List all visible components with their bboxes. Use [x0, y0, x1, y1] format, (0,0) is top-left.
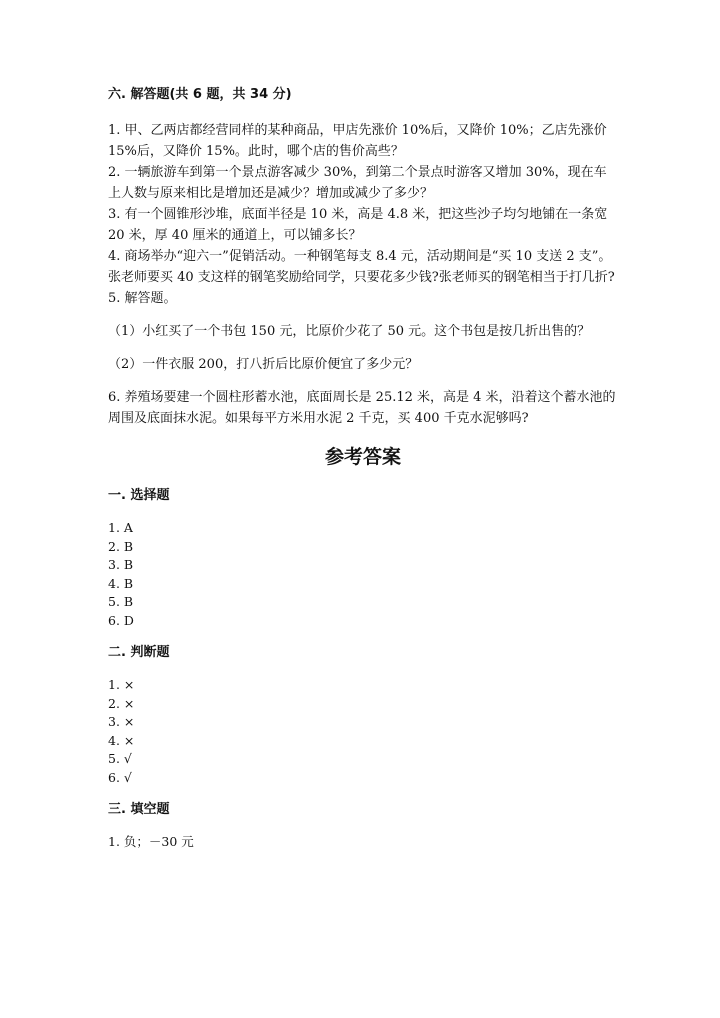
answer-item: 6. √ [108, 769, 132, 785]
question-5: 5. 解答题。 [108, 291, 177, 306]
question-3: 3. 有一个圆锥形沙堆，底面半径是 10 米，高是 4.8 米，把这些沙子均匀地铺在一条宽 20 米，厚 40 厘米的通道上，可以铺多长？ [108, 207, 608, 243]
fill-answer-list [108, 833, 618, 852]
document-page [108, 84, 618, 852]
question-1: 1. 甲、乙两店都经营同样的某种商品，甲店先涨价 10%后，又降价 10%；乙店先涨价 15%后，又降价 15%。此时，哪个店的售价高些？ [108, 123, 607, 159]
answer-key-heading: 参考答案 [324, 446, 401, 468]
answer-item: 1. × [108, 677, 135, 692]
answer-item: 6. D [108, 612, 134, 628]
answer-item: 2. × [108, 695, 135, 711]
answer-item: 2. B [108, 538, 134, 554]
judge-answer-list [108, 676, 618, 787]
question-6: 6. 养殖场要建一个圆柱形蓄水池，底面周长是 25.12 米，高是 4 米，沿着这个蓄水池的周围及底面抹水泥。如果每平方米用水泥 2 千克，买 400 千克水泥够吗? [108, 390, 616, 426]
judge-section-title: 二. 判断题 [108, 645, 170, 660]
question-5-part-2: （2）一件衣服 200，打八折后比原价便宜了多少元？ [108, 357, 419, 372]
choice-answer-list [108, 519, 618, 630]
answer-item: 3. B [108, 557, 134, 572]
question-4: 4. 商场举办“迎六一”促销活动。一种钢笔每支 8.4 元，活动期间是“买 10 支送 2 支”。张老师要买 40 支这样的钢笔奖励给同学，只要花多少钱?张老师买的钢笔相当于打几折? [108, 249, 615, 285]
answer-item: 4. × [108, 732, 135, 748]
answer-item: 5. √ [108, 751, 132, 766]
answer-item: 1. 负；－30 元 [108, 834, 194, 849]
question-2: 2. 一辆旅游车到第一个景点游客减少 30%，到第二个景点时游客又增加 30%，现在车上人数与原来相比是增加还是减少？增加或减少了多少？ [108, 165, 607, 201]
section-title-answer-questions: 六. 解答题(共 6 题，共 34 分) [108, 87, 292, 102]
question-5-part-1: （1）小红买了一个书包 150 元，比原价少花了 50 元。这个书包是按几折出售的？ [108, 324, 591, 339]
answer-item: 3. × [108, 714, 135, 729]
fill-section-title: 三. 填空题 [108, 802, 170, 817]
answer-item: 5. B [108, 594, 134, 609]
answer-item: 4. B [108, 575, 134, 591]
answer-item: 1. A [108, 520, 133, 535]
choice-section-title: 一. 选择题 [108, 488, 170, 503]
